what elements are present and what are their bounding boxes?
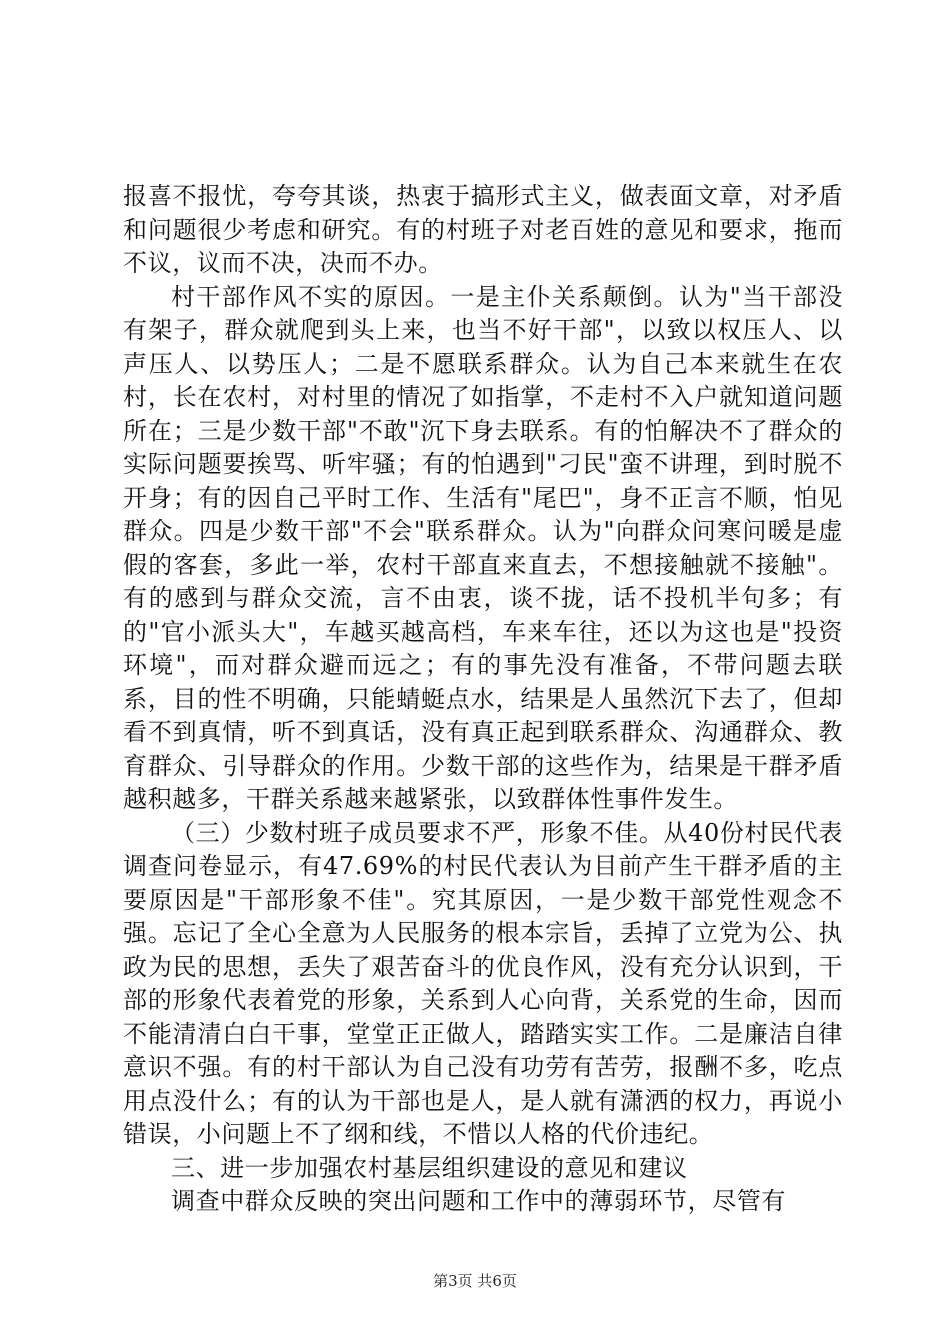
paragraph-3: （三）少数村班子成员要求不严，形象不佳。从40份村民代表调查问卷显示，有47.69%的村民代表认为目前产生干群矛盾的主要原因是"干部形象不佳"。究其原因，一是少数干部党性观念不强。忘记了全心全意为人民服务的根本宗旨，丢掉了立党为公、执政为民的思想，丢失了艰苦奋斗的优良作风，没有充分认识到，干部的形象代表着党的形象，关系到人心向背，关系党的生命，因而不能清清白白干事，堂堂正正做人，踏踏实实工作。二是廉洁自律意识不强。有的村干部认为自己没有功劳有苦劳，报酬不多，吃点用点没什么；有的认为干部也是人，是人就有潇洒的权力，再说小错误，小问题上不了纲和线，不惜以人格的代价违纪。 (123, 818, 843, 1148)
paragraph-1: 报喜不报忧，夸夸其谈，热衷于搞形式主义，做表面文章，对矛盾和问题很少考虑和研究。有的村班子对老百姓的意见和要求，拖而不议，议而不决，决而不办。 (123, 182, 843, 277)
paragraph-2: 村干部作风不实的原因。一是主仆关系颠倒。认为"当干部没有架子，群众就爬到头上来，也当不好干部"，以致以权压人、以声压人、以势压人；二是不愿联系群众。认为自己本来就生在农村，长在农村，对村里的情况了如指掌，不走村不入户就知道问题所在；三是少数干部"不敢"沉下身去联系。有的怕解决不了群众的实际问题要挨骂、听牢骚；有的怕遇到"刁民"蛮不讲理，到时脱不开身；有的因自己平时工作、生活有"尾巴"，身不正言不顺，怕见群众。四是少数干部"不会"联系群众。认为"向群众问寒问暖是虚假的客套，多此一举，农村干部直来直去，不想接触就不接触"。有的感到与群众交流，言不由衷，谈不拢，话不投机半句多；有的"官小派头大"，车越买越高档，车来车往，还以为这也是"投资环境"，而对群众避而远之；有的事先没有准备，不带问题去联系，目的性不明确，只能蜻蜓点水，结果是人虽然沉下去了，但却看不到真情，听不到真话，没有真正起到联系群众、沟通群众、教育群众、引导群众的作用。少数干部的这些作为，结果是干群矛盾越积越多，干群关系越来越紧张，以致群体性事件发生。 (123, 282, 843, 813)
paragraph-5: 调查中群众反映的突出问题和工作中的薄弱环节，尽管有 (171, 1187, 786, 1215)
section-heading: 三、进一步加强农村基层组织建设的意见和建议 (171, 1153, 688, 1182)
document-body (123, 180, 843, 1219)
page-footer: 第3页 共6页 (433, 1272, 517, 1290)
